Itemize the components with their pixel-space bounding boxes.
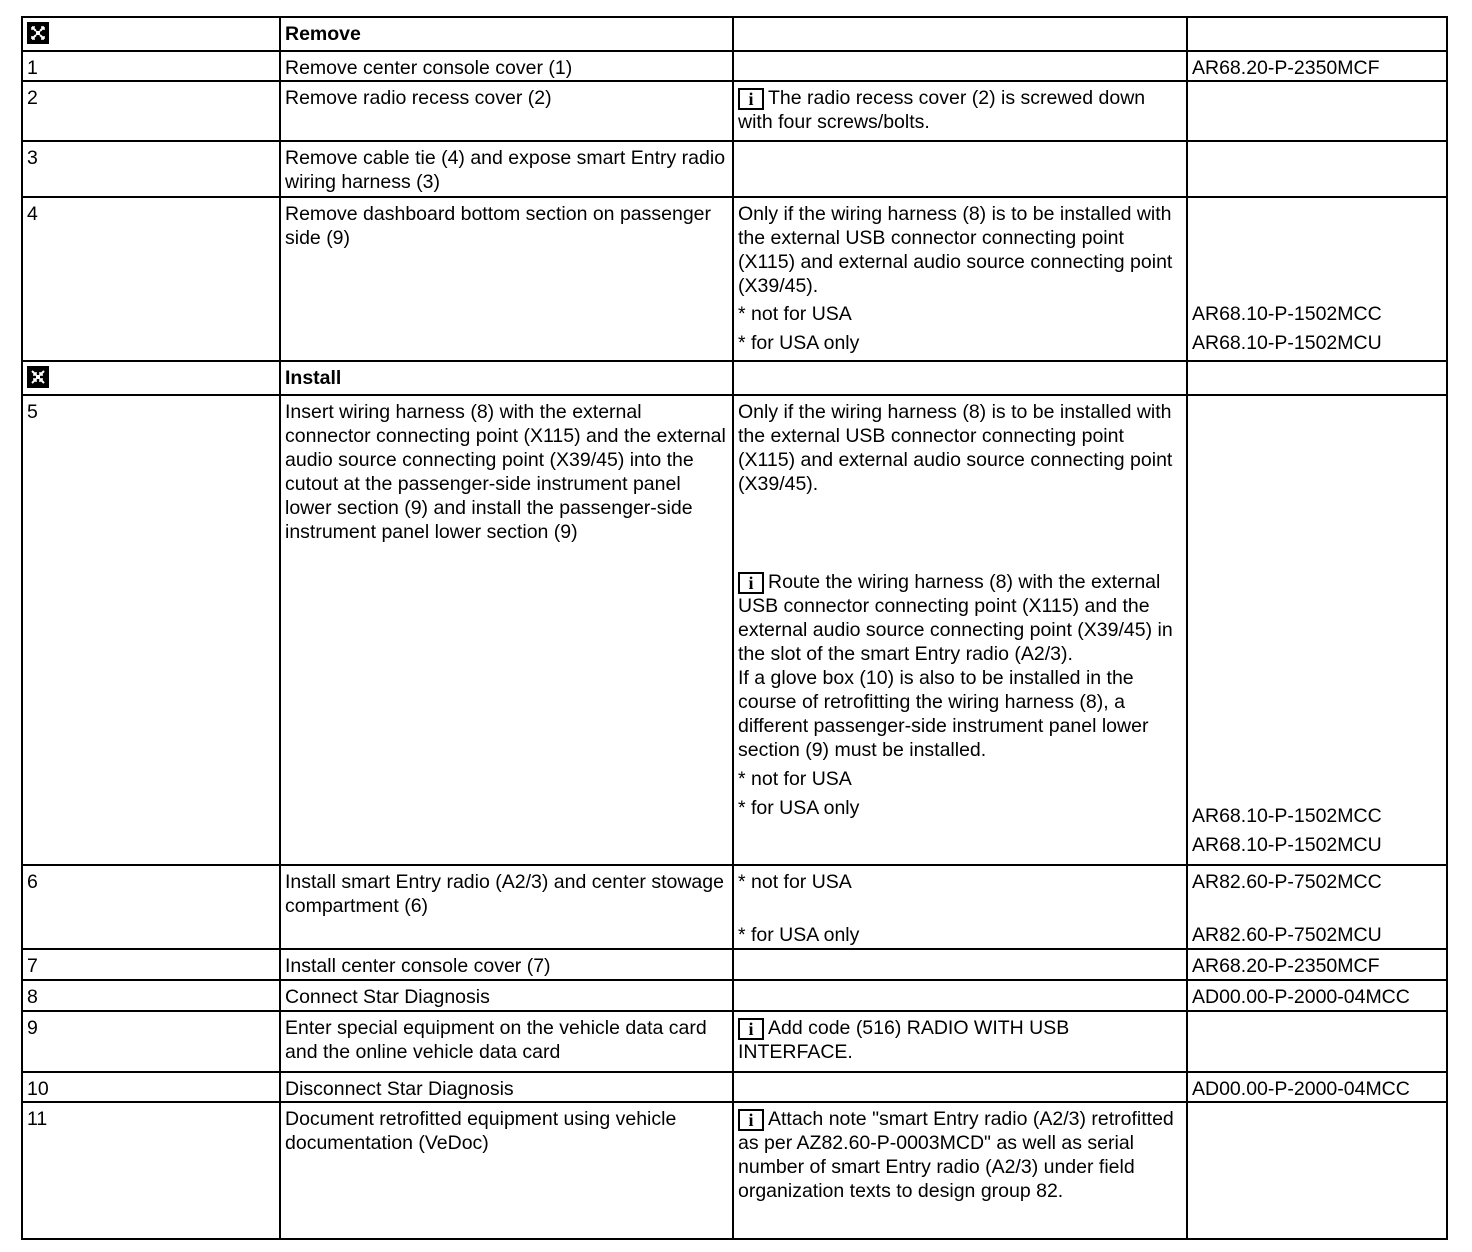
info-icon: i [738, 1018, 764, 1040]
table-row [22, 980, 1447, 1011]
section-icon-cell [22, 17, 280, 51]
step-note: i The radio recess cover (2) is screwed down with four screws/bolts. [733, 81, 1187, 141]
step-action: Remove dashboard bottom section on passenger side (9) [280, 197, 733, 361]
info-icon: i [738, 88, 764, 110]
info-icon: i [738, 572, 764, 594]
step-number: 2 [22, 81, 280, 141]
table-row [22, 81, 1447, 141]
step-reference[interactable]: AR82.60-P-7502MCU [1192, 924, 1382, 946]
step-number: 9 [22, 1011, 280, 1072]
table-row [22, 395, 1447, 865]
step-action: Enter special equipment on the vehicle data card and the online vehicle data card [280, 1011, 733, 1072]
table-row [22, 141, 1447, 197]
info-icon: i [738, 1109, 764, 1131]
table-row [22, 949, 1447, 980]
step-note [733, 865, 1187, 949]
step-reference[interactable]: AD00.00-P-2000-04MCC [1187, 980, 1447, 1011]
step-note: i Add code (516) RADIO WITH USB INTERFACE. [733, 1011, 1187, 1072]
section-label-remove: Remove [280, 17, 733, 51]
table-row [22, 51, 1447, 81]
step-action: Install center console cover (7) [280, 949, 733, 980]
install-component-icon [27, 366, 49, 388]
step-reference[interactable]: AR68.10-P-1502MCU [1192, 834, 1382, 856]
step-number: 8 [22, 980, 280, 1011]
step-action: Connect Star Diagnosis [280, 980, 733, 1011]
variant-label: * for USA only [738, 332, 860, 354]
step-note: Only if the wiring harness (8) is to be installed with the external USB connector connecting point (X115) and external audio source connecting point (X39/45). i Route the wiring harness (8) with the external USB connector connecting point (X115) and the external audio source connecting point (X39/45) in the slot of the smart Entry radio (A2/3). If a glove box (10) is also to be installed in the course of retrofitting the wiring harness (8), a different passenger-side instrument panel lower section (9) must be installed. * not for USA * for USA only [733, 395, 1187, 865]
step-reference[interactable]: AR68.20-P-2350MCF [1187, 51, 1447, 81]
step-references [1187, 197, 1447, 361]
step-reference[interactable]: AR68.20-P-2350MCF [1187, 949, 1447, 980]
step-number: 7 [22, 949, 280, 980]
variant-label: * not for USA [738, 303, 852, 325]
step-action: Disconnect Star Diagnosis [280, 1072, 733, 1102]
step-action: Remove center console cover (1) [280, 51, 733, 81]
step-action: Remove radio recess cover (2) [280, 81, 733, 141]
step-number: 11 [22, 1102, 280, 1239]
remove-component-icon [27, 22, 49, 44]
step-number: 6 [22, 865, 280, 949]
step-reference[interactable]: AR68.10-P-1502MCC [1192, 805, 1382, 827]
step-note: Only if the wiring harness (8) is to be installed with the external USB connector connecting point (X115) and external audio source connecting point (X39/45). * not for USA * for USA only [733, 197, 1187, 361]
table-row [22, 1011, 1447, 1072]
table-row [22, 1072, 1447, 1102]
step-number: 1 [22, 51, 280, 81]
step-references [1187, 395, 1447, 865]
variant-label: * for USA only [738, 797, 860, 819]
step-number: 4 [22, 197, 280, 361]
table-row [22, 1102, 1447, 1239]
table-row [22, 865, 1447, 949]
step-number: 5 [22, 395, 280, 865]
step-reference[interactable]: AR82.60-P-7502MCC [1192, 871, 1382, 893]
section-icon-cell [22, 361, 280, 395]
section-header-install [22, 361, 1447, 395]
section-header-remove [22, 17, 1447, 51]
section-label-install: Install [280, 361, 733, 395]
table-row [22, 197, 1447, 361]
step-note: i Attach note "smart Entry radio (A2/3) retrofitted as per AZ82.60-P-0003MCD" as well as serial number of smart Entry radio (A2/3) under field organization texts to design group 82. [733, 1102, 1187, 1239]
step-action: Insert wiring harness (8) with the external connector connecting point (X115) and the external audio source connecting point (X39/45) into the cutout at the passenger-side instrument panel lower section (9) and install the passenger-side instrument panel lower section (9) [280, 395, 733, 865]
step-number: 3 [22, 141, 280, 197]
step-reference[interactable]: AR68.10-P-1502MCU [1192, 332, 1382, 354]
step-action: Install smart Entry radio (A2/3) and center stowage compartment (6) [280, 865, 733, 949]
step-reference[interactable]: AD00.00-P-2000-04MCC [1187, 1072, 1447, 1102]
variant-label: * not for USA [738, 871, 852, 893]
step-action: Document retrofitted equipment using vehicle documentation (VeDoc) [280, 1102, 733, 1239]
step-reference[interactable]: AR68.10-P-1502MCC [1192, 303, 1382, 325]
step-number: 10 [22, 1072, 280, 1102]
variant-label: * for USA only [738, 924, 860, 946]
procedure-table [21, 16, 1448, 1240]
step-action: Remove cable tie (4) and expose smart Entry radio wiring harness (3) [280, 141, 733, 197]
variant-label: * not for USA [738, 768, 852, 790]
step-references [1187, 865, 1447, 949]
